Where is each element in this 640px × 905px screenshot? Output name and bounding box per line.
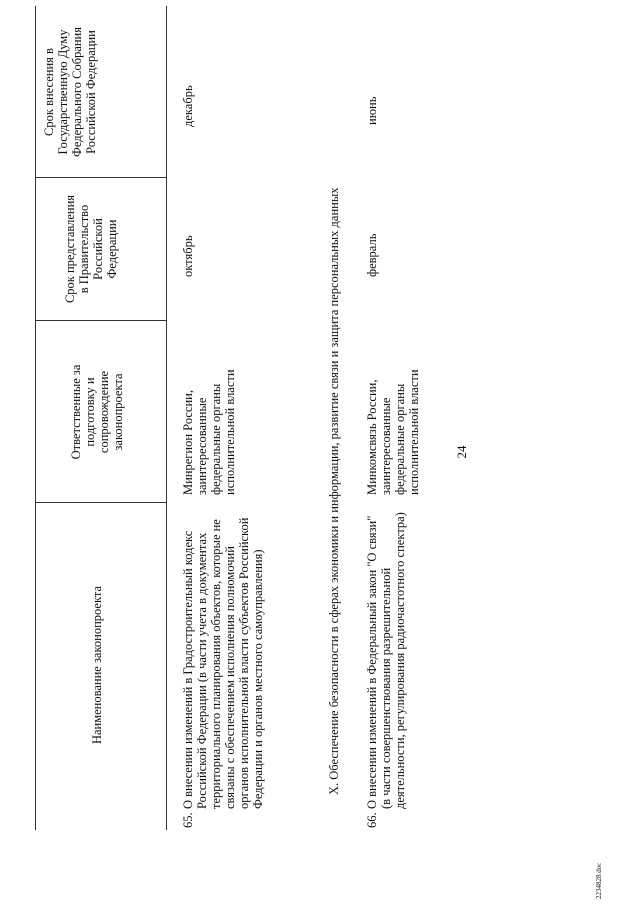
table-top-border (35, 6, 36, 830)
row-66-gov-deadline: февраль (365, 233, 379, 277)
column-divider-2 (35, 320, 167, 321)
row-65-duma-deadline: декабрь (181, 85, 195, 127)
row-66-number: 66. (365, 812, 379, 828)
footer-doc-code: 2234828.doc (595, 862, 603, 899)
header-duma-deadline: Срок внесения в Государственную Думу Федерального Собрания Российской Федерации (42, 26, 98, 158)
row-66-responsible: Минкомсвязь России, заинтересованные федеральные органы исполнительной власти (365, 369, 421, 495)
header-responsible: Ответственные за подготовку и сопровождение законопроекта (69, 364, 125, 460)
header-gov-deadline: Срок представления в Правительство Российской Федерации (63, 194, 119, 304)
row-65-number: 65. (181, 812, 195, 828)
row-65-responsible: Минрегион России, заинтересованные федеральные органы исполнительной власти (181, 369, 237, 495)
column-divider-1 (35, 502, 167, 503)
section-title: X. Обеспечение безопасности в сферах экономики и информации, развитие связи и защита персональных данных (327, 187, 341, 795)
row-66-duma-deadline: июнь (365, 96, 379, 125)
table-header-bottom-border (166, 6, 167, 830)
header-name: Наименование законопроекта (90, 585, 104, 745)
column-divider-3 (35, 177, 167, 178)
row-66-name: О внесении изменений в Федеральный закон "О связи" (в части совершенствования разрешительной деятельности, регулирования радиочастотного спектра) (365, 512, 407, 809)
page-number: 24 (454, 445, 469, 459)
row-65-gov-deadline: октябрь (181, 235, 195, 277)
row-65-name: О внесении изменений в Градостроительный кодекс Российской Федерации (в части учета в документах территориального планирования объектов, которые не связаны с обеспечением исполнения полномочий органов исполнительной власти субъектов Российской Федерации и органов местного самоуправления) (181, 517, 265, 809)
